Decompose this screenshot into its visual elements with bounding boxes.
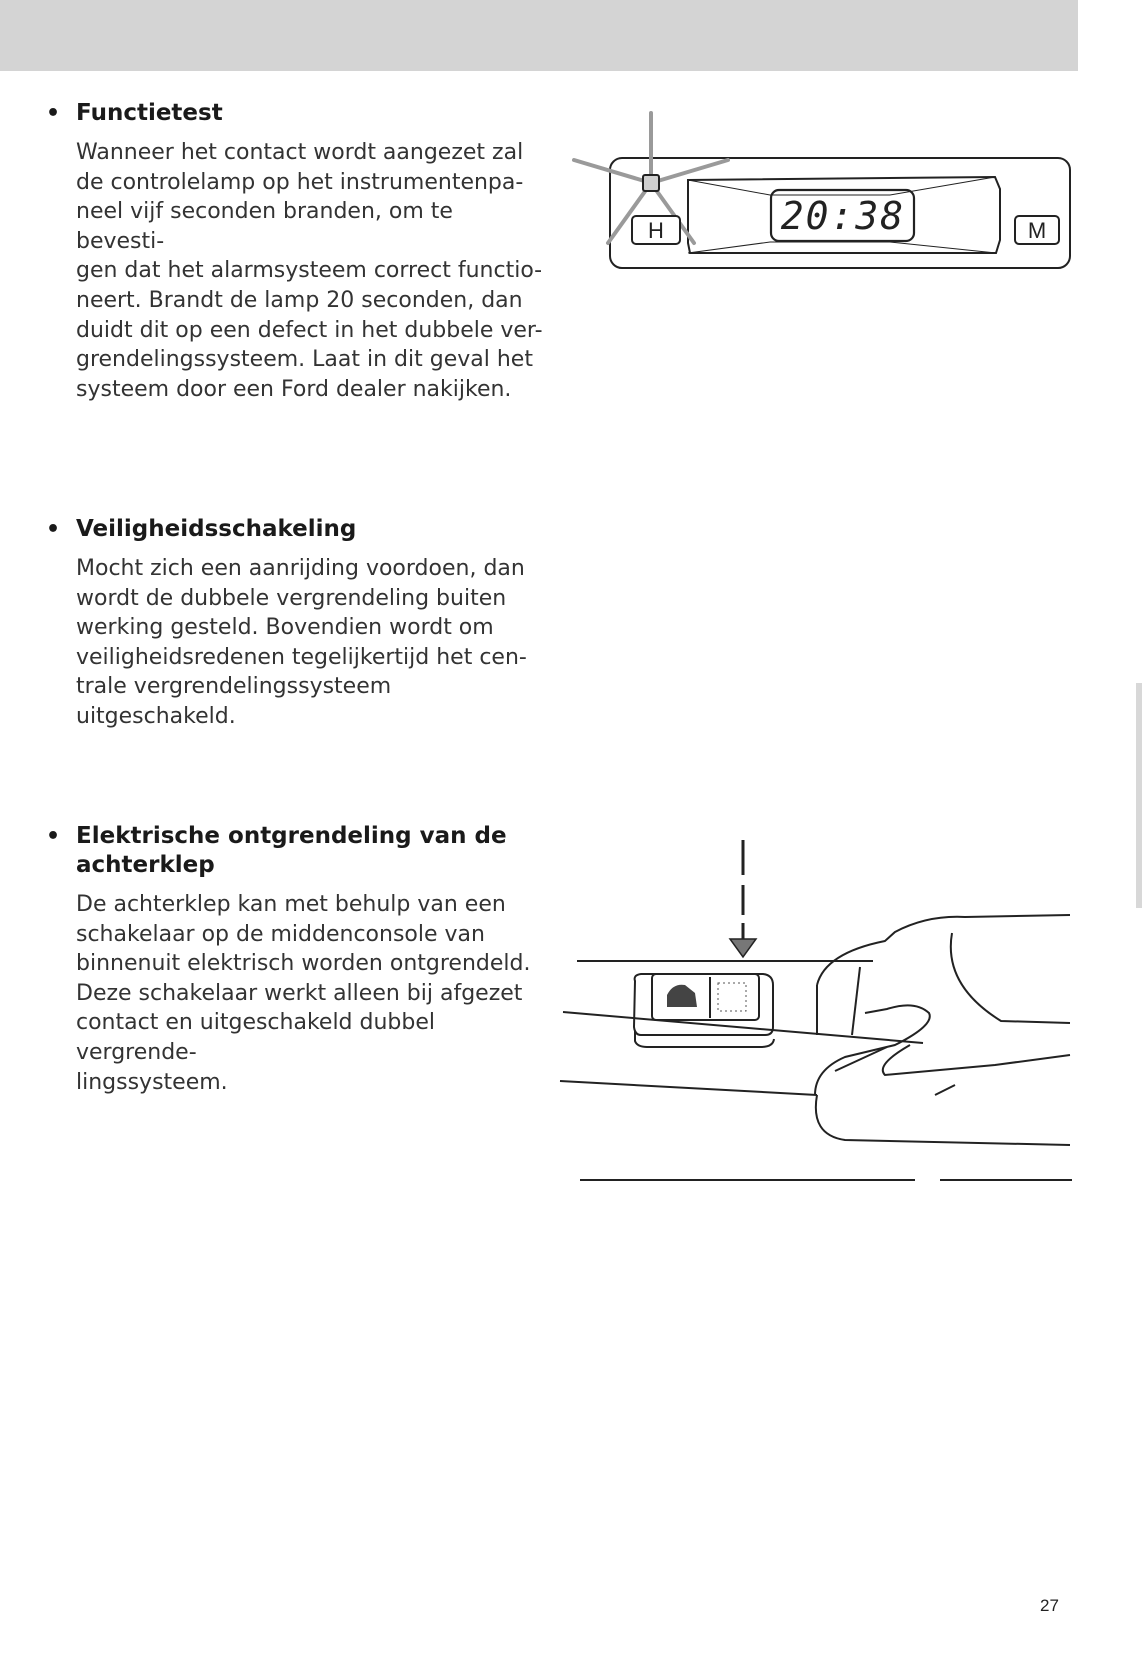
section-veiligheidsschakeling (46, 515, 546, 732)
hour-button-label: H (648, 218, 664, 243)
down-arrow-icon (730, 939, 756, 957)
page-edge-tab (1136, 683, 1142, 908)
section-functietest (46, 99, 546, 404)
section-achterklep (46, 822, 546, 1097)
section-heading-text: Functietest (76, 100, 223, 126)
section-body: De achterklep kan met behulp van een schakelaar op de middenconsole van binnenuit elektrisch worden ontgrendeld. Deze schakelaar werkt alleen bij afgezet contact en uitgeschakeld dubbel vergrende- lingssysteem. (76, 892, 531, 1095)
bullet: • (46, 824, 61, 849)
section-heading (46, 99, 546, 128)
warning-lamp-icon (643, 175, 659, 191)
minute-button-label: M (1027, 218, 1047, 243)
clock-time: 20:38 (780, 194, 906, 238)
section-heading (46, 515, 546, 544)
section-heading-text: Veiligheidsschakeling (76, 516, 357, 542)
section-heading-text: Elektrische ontgrendeling van de achterklep (76, 823, 507, 878)
section-body: Mocht zich een aanrijding voordoen, dan wordt de dubbele vergrendeling buiten werking gesteld. Bovendien wordt om veiligheidsredenen tegelijkertijd het cen- trale vergrendelingssysteem uitgeschakeld. (76, 556, 527, 729)
tailgate-icon (667, 985, 697, 1007)
section-body: Wanneer het contact wordt aangezet zal de controlelamp op het instrumentenpa- neel vijf seconden branden, om te bevesti- gen dat het alarmsysteem correct functio- neert. Brandt de lamp 20 seconden, dan duidt dit op een defect in het dubbele ver- grendelingssysteem. Laat in dit geval het systeem door een Ford dealer nakijken. (76, 140, 543, 402)
page-number: 27 (1040, 1596, 1059, 1615)
bullet: • (46, 101, 61, 126)
header-band (0, 0, 1078, 71)
bullet: • (46, 517, 61, 542)
switch-dots (718, 983, 746, 1011)
switch-housing (634, 974, 773, 1035)
clock-panel-figure (560, 105, 1080, 280)
console-switch-figure (555, 835, 1075, 1195)
section-heading (46, 822, 546, 880)
